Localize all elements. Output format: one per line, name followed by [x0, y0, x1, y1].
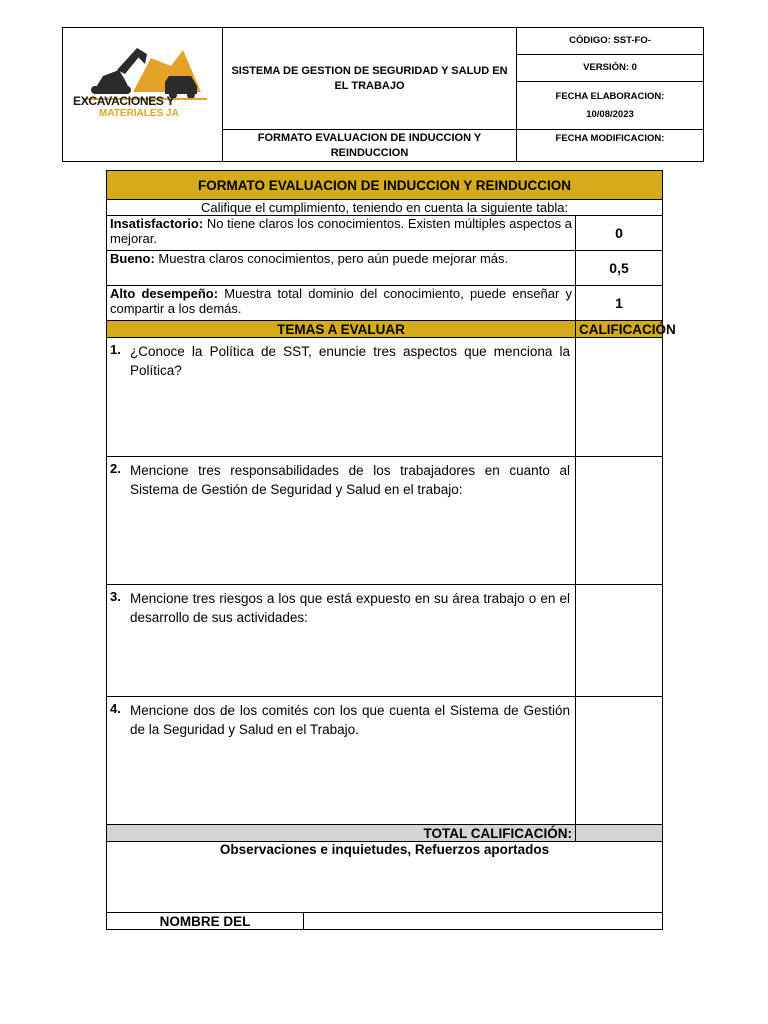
question-text: ¿Conoce la Política de SST, enuncie tres aspectos que menciona la Política?: [130, 344, 570, 378]
level-label: Alto desempeño:: [110, 286, 219, 301]
format-title: FORMATO EVALUACION DE INDUCCION Y REINDUCCION: [223, 130, 517, 162]
question-text: Mencione dos de los comités con los que cuenta el Sistema de Gestión de la Seguridad y Salud en el Trabajo.: [130, 703, 570, 737]
fecha-elaboracion-label: FECHA ELABORACION:: [555, 90, 665, 102]
observations-section[interactable]: Observaciones e inquietudes, Refuerzos aportados: [107, 842, 663, 913]
level-alto-desempeno: [107, 286, 576, 321]
version-field: VERSIÓN: 0: [517, 55, 704, 82]
question-number: 2.: [110, 461, 121, 476]
total-label: TOTAL CALIFICACIÓN:: [107, 825, 576, 842]
logo-text-line2: MATERIALES JA: [99, 108, 179, 119]
level-description: No tiene claros los conocimientos. Existen múltiples aspectos a mejorar.: [110, 216, 572, 246]
name-field[interactable]: [304, 913, 663, 930]
question-4: [107, 697, 576, 825]
level-insatisfactorio: [107, 216, 576, 251]
level-description: Muestra total dominio del conocimiento, puede enseñar y compartir a los demás.: [110, 286, 572, 316]
column-header-topics: TEMAS A EVALUAR: [107, 321, 576, 338]
level-score: 1: [576, 286, 663, 321]
fecha-modificacion-label: FECHA MODIFICACION:: [517, 130, 704, 162]
level-bueno: [107, 251, 576, 286]
fecha-elaboracion: [517, 82, 704, 130]
level-label: Bueno:: [110, 251, 155, 266]
evaluation-table: [106, 170, 676, 930]
instruction-text: Califique el cumplimiento, teniendo en cuenta la siguiente tabla:: [107, 200, 663, 216]
question-text: Mencione tres riesgos a los que está expuesto en su área trabajo o en el desarrollo de sus actividades:: [130, 591, 570, 625]
score-cell-1[interactable]: [576, 338, 663, 457]
form-title: FORMATO EVALUACION DE INDUCCION Y REINDUCCION: [107, 171, 663, 200]
question-number: 1.: [110, 342, 121, 357]
document-header: [62, 27, 704, 162]
name-label: NOMBRE DEL: [107, 913, 304, 930]
system-title: SISTEMA DE GESTION DE SEGURIDAD Y SALUD EN EL TRABAJO: [223, 28, 517, 130]
company-logo: [63, 28, 223, 162]
score-cell-3[interactable]: [576, 585, 663, 697]
question-text: Mencione tres responsabilidades de los trabajadores en cuanto al Sistema de Gestión de Seguridad y Salud en el trabajo:: [130, 463, 570, 497]
question-number: 4.: [110, 701, 121, 716]
codigo-field: CÓDIGO: SST-FO-: [517, 28, 704, 55]
score-cell-4[interactable]: [576, 697, 663, 825]
logo-text-line1: EXCAVACIONES Y: [73, 94, 175, 108]
level-score: 0,5: [576, 251, 663, 286]
level-description: Muestra claros conocimientos, pero aún puede mejorar más.: [154, 251, 509, 266]
question-3: [107, 585, 576, 697]
score-cell-2[interactable]: [576, 457, 663, 585]
question-number: 3.: [110, 589, 121, 604]
total-value-cell[interactable]: [576, 825, 663, 842]
level-label: Insatisfactorio:: [110, 216, 204, 231]
fecha-elaboracion-value: 10/08/2023: [586, 108, 634, 120]
column-header-score: CALIFICACIÓN: [576, 321, 663, 338]
question-2: [107, 457, 576, 585]
question-1: [107, 338, 576, 457]
level-score: 0: [576, 216, 663, 251]
